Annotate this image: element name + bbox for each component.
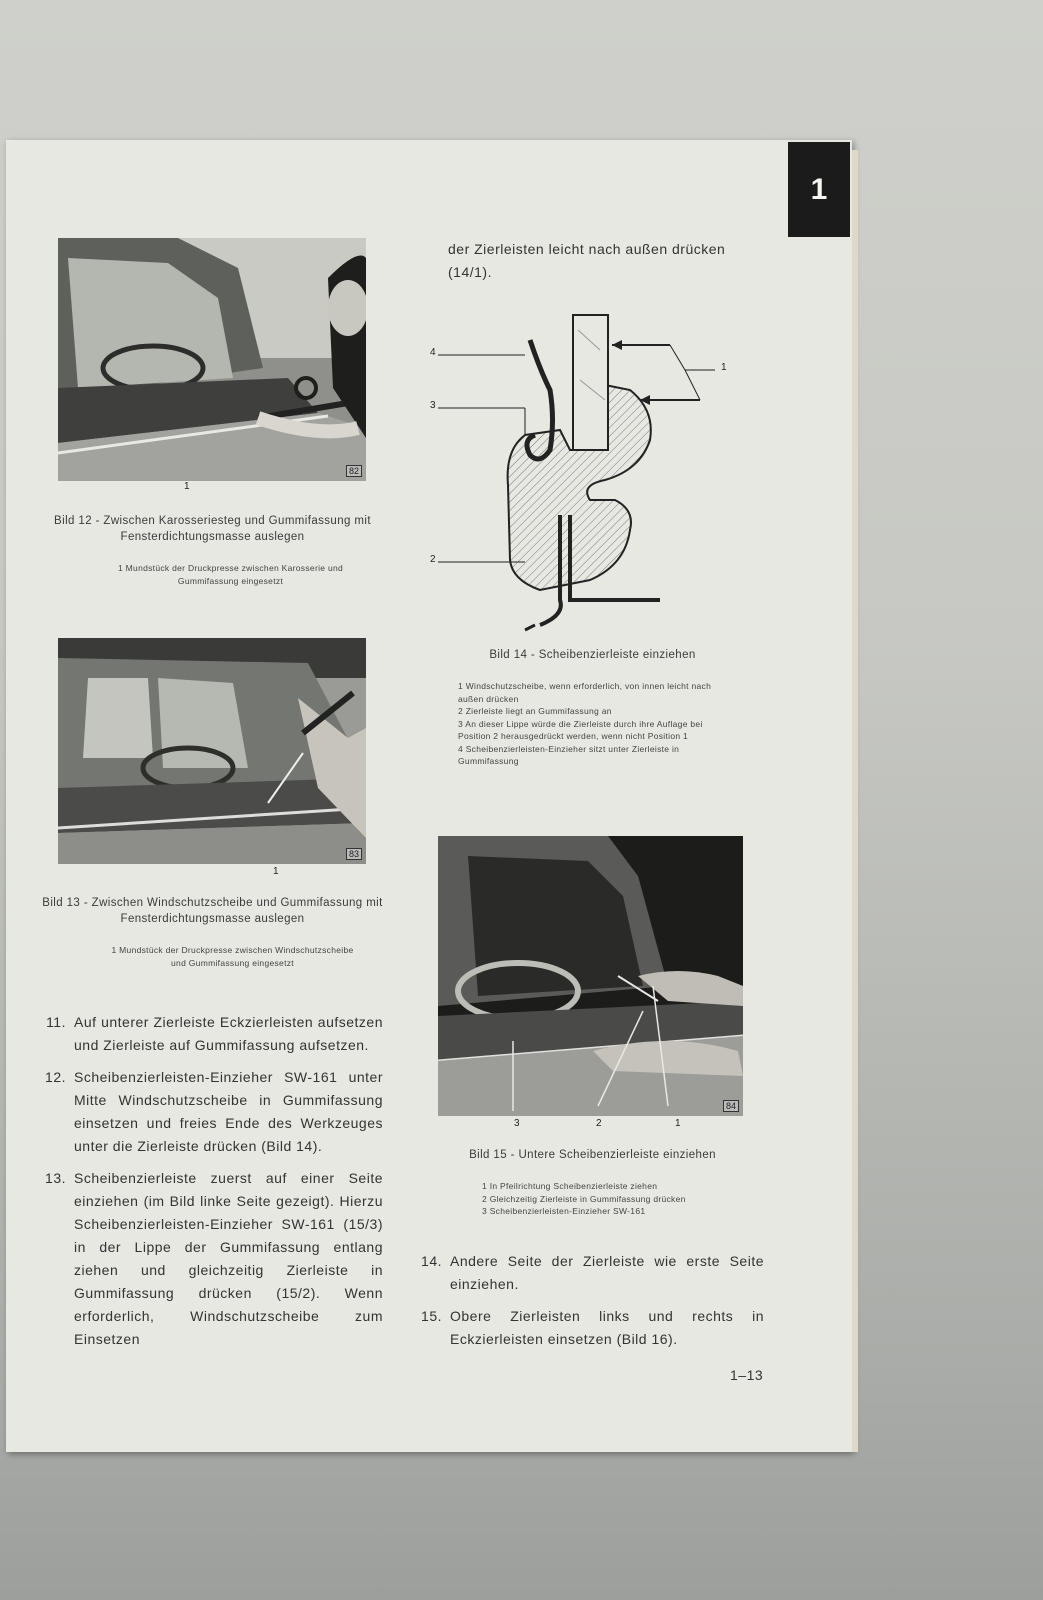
bild12-subcaption: 1 Mundstück der Druckpresse zwischen Karosserie und Gummifassung eingesetzt	[117, 563, 344, 586]
bild14-legend-item: 2 Zierleiste liegt an Gummifassung an	[458, 706, 612, 716]
step-12	[38, 1066, 383, 1158]
bild13-caption: Bild 13 - Zwischen Windschutzscheibe und Gummifassung mit Fensterdichtungsmasse auslegen	[42, 897, 383, 925]
bild13-photo	[58, 638, 366, 864]
step-text: Scheibenzierleisten-Einzieher SW-161 unter Mitte Windschutzscheibe in Gummifassung einsetzen und freies Ende des Werkzeuges unter die Zierleiste drücken (Bild 14).	[74, 1069, 383, 1154]
bild12-photo	[58, 238, 366, 481]
step-14	[414, 1250, 764, 1296]
step-number: 15.	[421, 1308, 442, 1324]
step-13	[38, 1167, 383, 1351]
bild14-diagram	[430, 310, 750, 635]
bild14-legend-item: 4 Scheibenzierleisten-Einzieher sitzt unter Zierleiste in Gummifassung	[458, 743, 680, 766]
bild14-legend	[458, 680, 728, 768]
step-number: 12.	[45, 1069, 66, 1085]
bild13-subcaption: 1 Mundstück der Druckpresse zwischen Windschutzscheibe und Gummifassung eingesetzt	[111, 945, 354, 968]
step-11	[38, 1011, 383, 1057]
bild15-legend	[482, 1180, 742, 1218]
bild12-caption: Bild 12 - Zwischen Karosseriesteg und Gummifassung mit Fensterdichtungsmasse auslegen	[54, 515, 371, 543]
bild15-caption: Bild 15 - Untere Scheibenzierleiste einziehen	[469, 1149, 716, 1161]
bild13-callout: 1	[273, 866, 279, 877]
steps-left	[38, 1011, 383, 1360]
bild15-legend-item: 2 Gleichzeitig Zierleiste in Gummifassung drücken	[482, 1193, 686, 1204]
chapter-tab: 1	[788, 142, 850, 237]
continuation-text: der Zierleisten leicht nach außen drücken (14/1).	[448, 241, 726, 280]
bild14-label-4: 4	[430, 347, 436, 358]
bild15-legend-item: 3 Scheibenzierleisten-Einzieher SW-161	[482, 1206, 646, 1216]
page-number: 1–13	[730, 1367, 764, 1383]
bild12-callout: 1	[184, 481, 190, 492]
step-text: Andere Seite der Zierleiste wie erste Seite einziehen.	[450, 1253, 764, 1292]
step-text: Auf unterer Zierleiste Eckzierleisten aufsetzen und Zierleiste auf Gummifassung aufsetzen.	[74, 1014, 383, 1053]
step-text: Obere Zierleisten links und rechts in Eckzierleisten einsetzen (Bild 16).	[450, 1308, 764, 1347]
bild14-legend-item: 3 An dieser Lippe würde die Zierleiste durch ihre Auflage bei Position 2 herausgedrückt werden, wenn nicht Position 1	[458, 718, 703, 741]
bild15-photo	[438, 836, 743, 1116]
step-number: 11.	[46, 1014, 66, 1030]
bild15-callout-2: 2	[596, 1118, 602, 1129]
bild15-legend-item: 1 In Pfeilrichtung Scheibenzierleiste ziehen	[482, 1181, 658, 1191]
step-number: 13.	[45, 1170, 66, 1186]
bild14-legend-item: 1 Windschutzscheibe, wenn erforderlich, von innen leicht nach außen drücken	[458, 681, 712, 704]
bild15-photo-number: 84	[723, 1100, 739, 1112]
bild14-label-3: 3	[430, 400, 436, 411]
steps-right	[414, 1250, 764, 1360]
step-text: Scheibenzierleiste zuerst auf einer Seite einziehen (im Bild linke Seite gezeigt). Hierzu Scheibenzierleisten-Einzieher SW-161 (15/3) in der Lippe der Gummifassung entlang ziehen und gleichzeitig Zierleiste in Gummifassung drücken (15/2). Wenn erforderlich, Windschutzscheibe zum Einsetzen	[74, 1170, 383, 1347]
step-number: 14.	[421, 1253, 442, 1269]
page-edge	[852, 150, 858, 1452]
bild14-label-1: 1	[721, 362, 727, 373]
bild14-label-2: 2	[430, 554, 436, 565]
bild13-photo-number: 83	[346, 848, 362, 860]
bild12-photo-number: 82	[346, 465, 362, 477]
bild15-callout-3: 3	[514, 1118, 520, 1129]
step-15	[414, 1305, 764, 1351]
bild14-caption: Bild 14 - Scheibenzierleiste einziehen	[489, 649, 696, 661]
bild15-callout-1: 1	[675, 1118, 681, 1129]
